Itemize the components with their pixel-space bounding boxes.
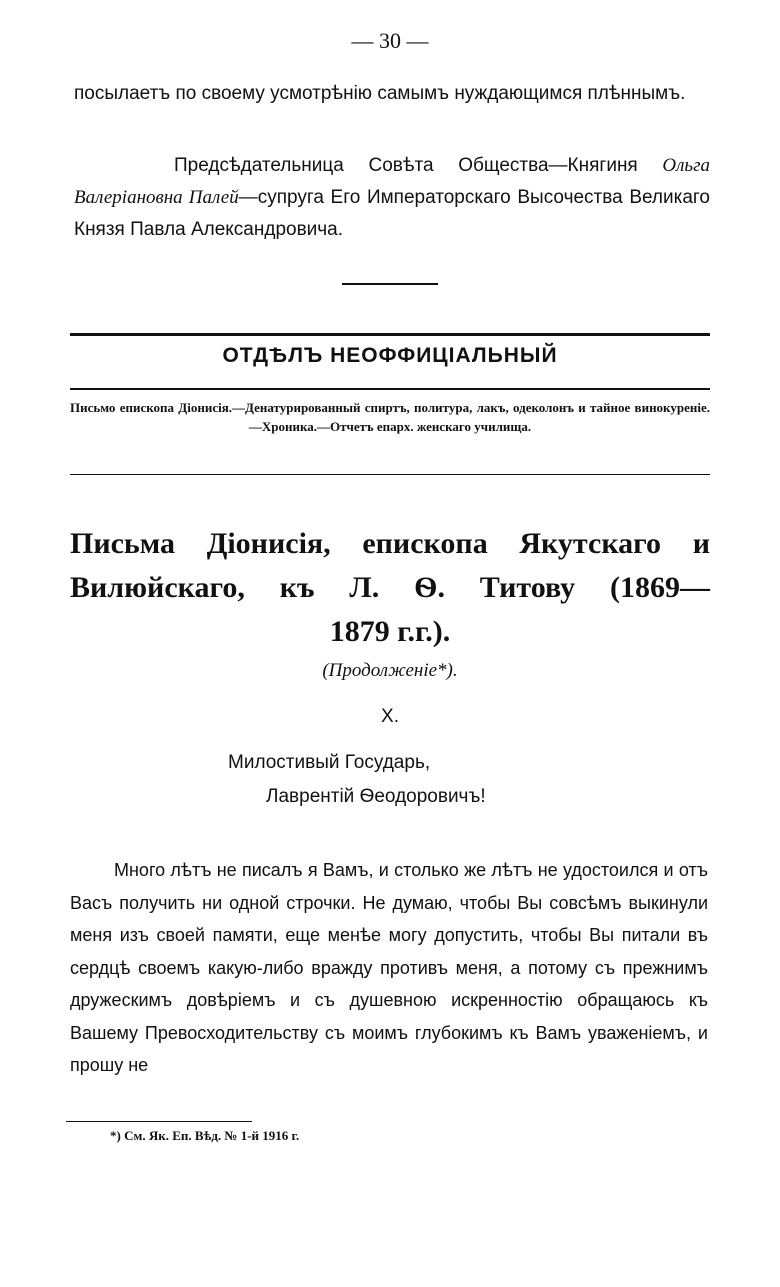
intro-name: Ольга Валеріановна Палей <box>74 155 710 208</box>
footnote: *) См. Як. Еп. Вѣд. № 1-й 1916 г. <box>110 1128 300 1143</box>
title-line: Письма Діонисія, епископа Якутскаго и <box>70 527 710 560</box>
intro-text: Предсѣдательница Совѣта Общества—Княгиня <box>174 155 638 176</box>
salutation-1: Милостивый Государь, <box>228 752 431 773</box>
page-number: — 30 — <box>351 28 429 53</box>
footnote-rule <box>66 1121 252 1122</box>
letter-number: X. <box>381 706 399 727</box>
short-divider <box>342 283 438 285</box>
intro-text-rest: —супруга Его Императорскаго Высочества Великаго Князя Павла Александровича. <box>74 187 710 240</box>
intro-paragraph: посылаетъ по своему усмотрѣнію самымъ нуждающимся плѣннымъ. <box>74 83 686 104</box>
letter-body <box>70 854 708 1082</box>
divider-bottom <box>70 474 710 475</box>
title-line: 1879 г.г.). <box>329 615 451 648</box>
title-line: Вилюйскаго, къ Л. Ѳ. Титову (1869— <box>70 571 710 604</box>
divider-top <box>70 333 710 336</box>
section-contents: Письмо епископа Діонисія.—Денатурированный спиртъ, политура, лакъ, одеколонъ и тайное винокуреніе.—Хроника.—Отчетъ епарх. женскаго училища. <box>70 400 710 434</box>
intro-paragraph-2 <box>74 150 710 246</box>
body-paragraph: Много лѣтъ не писалъ я Вамъ, и столько же лѣтъ не удостоился и отъ Васъ получить ни одной строчки. Не думаю, чтобы Вы совсѣмъ выкинули меня изъ своей памяти, еще менѣе могу допустить, чтобы Вы питали въ сердцѣ своемъ какую-либо вражду противъ меня, а потому съ прежнимъ дружескимъ довѣріемъ и съ душевною искренностію обращаюсь къ Вашему Превосходительству съ моимъ глубокимъ къ Вамъ уваженіемъ, и прошу не <box>70 860 708 1075</box>
salutation-2: Лаврентій Ѳеодоровичъ! <box>266 786 486 807</box>
section-heading: ОТДѢЛЪ НЕОФФИЦІАЛЬНЫЙ <box>222 344 558 367</box>
divider-mid <box>70 388 710 390</box>
continued-note: (Продолженіе*). <box>322 660 458 681</box>
article-title <box>70 522 710 654</box>
